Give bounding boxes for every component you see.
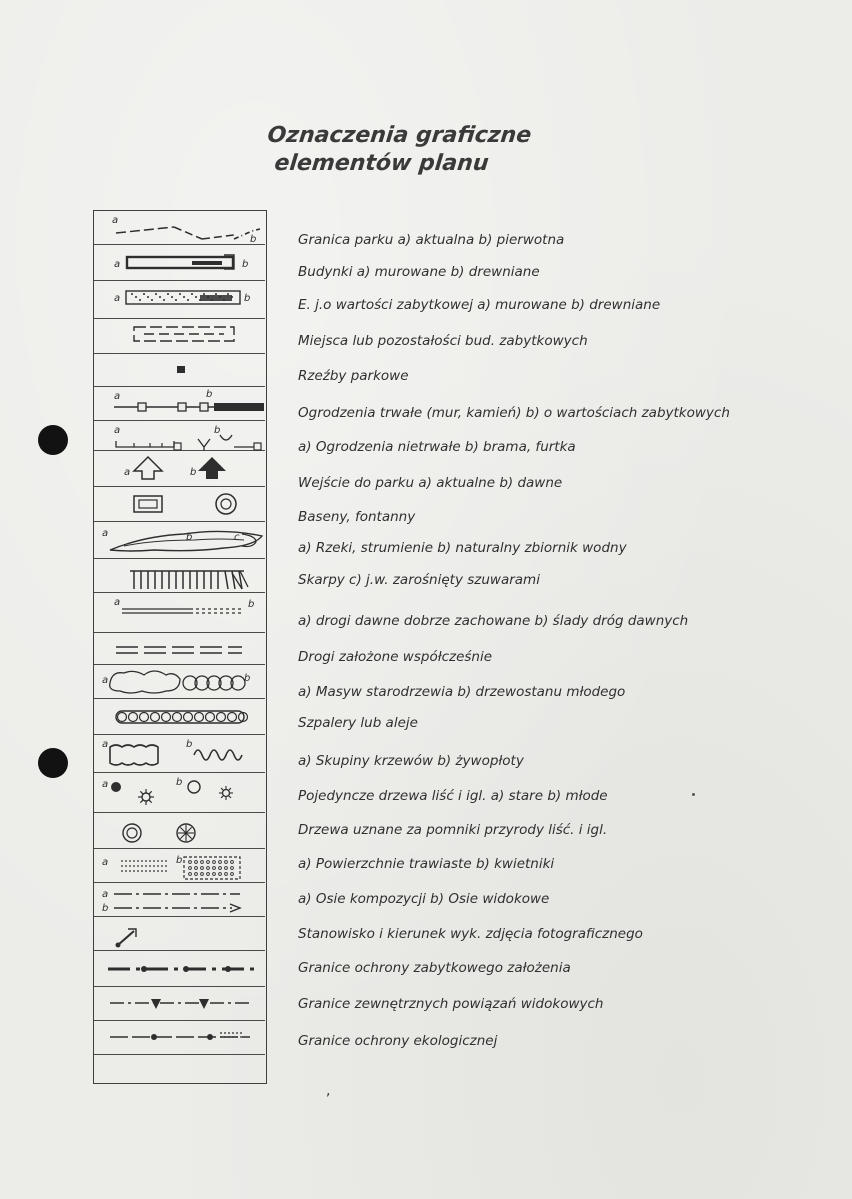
flower-bed-mark	[189, 867, 192, 870]
historic-buildings-symbol	[94, 281, 265, 319]
sculpture-symbol	[94, 354, 265, 387]
escarpment-symbol	[94, 559, 265, 593]
axes-symbol	[94, 883, 265, 917]
alley-tree	[217, 713, 226, 722]
old-conifer-tree	[142, 793, 150, 801]
view-link-marker	[199, 999, 209, 1009]
historic-building-dot	[131, 293, 133, 295]
old-roads-symbol	[94, 593, 265, 633]
label-b: b	[186, 532, 193, 543]
legend-row	[94, 522, 265, 559]
label-b: b	[176, 777, 183, 788]
label-a: a	[102, 779, 109, 790]
legend-description: Pojedyncze drzewa liść i igl. a) stare b) młode	[298, 788, 608, 804]
alley-tree	[162, 713, 171, 722]
alley-tree	[173, 713, 182, 722]
historic-building-dot	[147, 296, 149, 298]
pool-fountain-symbol	[94, 487, 265, 522]
legend-row	[94, 917, 265, 951]
photo-point	[116, 943, 121, 948]
grass-dot	[161, 870, 163, 872]
grass-dot	[141, 870, 143, 872]
historic-building-dot	[139, 299, 141, 301]
legend-row	[94, 633, 265, 665]
legend-description: Drzewa uznane za pomniki przyrody liść. i igl.	[298, 822, 608, 838]
grass-areas-symbol	[94, 849, 265, 883]
legend-description: Miejsca lub pozostałości bud. zabytkowych	[298, 333, 588, 349]
grass-dot	[149, 860, 151, 862]
legend-description: Granica parku a) aktualna b) pierwotna	[298, 232, 565, 248]
protection-node	[141, 966, 147, 972]
legend-row-empty	[94, 1055, 265, 1082]
entrance-symbol	[94, 451, 265, 487]
flower-bed-mark	[189, 873, 192, 876]
label-b: b	[248, 599, 255, 610]
hedge-line	[194, 750, 242, 760]
legend-row	[94, 387, 265, 421]
label-b: b	[244, 293, 251, 304]
legend-description: a) drogi dawne dobrze zachowane b) ślady dróg dawnych	[298, 613, 689, 629]
grass-dot	[145, 865, 147, 867]
fence-post	[254, 443, 261, 450]
protection-node	[183, 966, 189, 972]
legend-row	[94, 281, 265, 319]
flower-bed-mark	[195, 873, 198, 876]
fountain-inner	[221, 499, 231, 509]
fence-line-b	[214, 403, 264, 411]
grass-dot	[137, 860, 139, 862]
grass-dot	[153, 870, 155, 872]
grass-dot	[149, 870, 151, 872]
grass-dot	[121, 860, 123, 862]
flower-bed-mark	[207, 861, 210, 864]
label-b: b	[206, 389, 213, 400]
old-tree-mass	[110, 671, 180, 693]
legend-description: Budynki a) murowane b) drewniane	[298, 264, 540, 280]
legend-description: Ogrodzenia trwałe (mur, kamień) b) o wartościach zabytkowych	[298, 405, 730, 421]
grass-dot	[161, 860, 163, 862]
punch-hole-top	[38, 425, 68, 455]
monument-deciduous-inner	[127, 828, 137, 838]
label-b: b	[244, 673, 251, 684]
stray-mark	[692, 793, 695, 796]
historic-building-dot	[179, 293, 181, 295]
flower-bed-mark	[189, 861, 192, 864]
boundary-a-line	[116, 227, 174, 233]
legend-description: Granice ochrony zabytkowego założenia	[298, 960, 571, 976]
legend-row	[94, 987, 265, 1021]
label-a: a	[102, 889, 109, 900]
label-b: b	[176, 855, 183, 866]
historic-building-dot	[203, 293, 205, 295]
sculpture-mark	[177, 366, 185, 373]
flower-bed-mark	[219, 861, 222, 864]
fence-post	[138, 403, 146, 411]
modern-roads-symbol	[94, 633, 265, 665]
grass-dot	[129, 860, 131, 862]
flower-bed-mark	[225, 867, 228, 870]
flower-bed-mark	[219, 873, 222, 876]
monument-protection-symbol	[94, 951, 265, 987]
legend-description: Skarpy c) j.w. zarośnięty szuwarami	[298, 572, 540, 588]
historic-building-dot	[167, 293, 169, 295]
historic-building-dot	[215, 293, 217, 295]
label-b: b	[214, 425, 221, 436]
flower-bed-mark	[231, 861, 234, 864]
flower-bed-mark	[213, 867, 216, 870]
label-a: a	[114, 597, 121, 608]
label-a: a	[114, 293, 121, 304]
legend-row	[94, 559, 265, 593]
fountain-outer	[216, 494, 236, 514]
historic-building-wooden	[200, 295, 232, 301]
tree-mass-symbol	[94, 665, 265, 699]
flower-bed-mark	[195, 867, 198, 870]
entrance-old-arrow	[198, 457, 226, 479]
legend-description: Stanowisko i kierunek wyk. zdjęcia fotograficznego	[298, 926, 643, 942]
single-trees-symbol	[94, 773, 265, 813]
punch-hole-bottom	[38, 748, 68, 778]
title-line-2: elementów planu	[273, 151, 490, 176]
grass-dot	[125, 860, 127, 862]
alley-tree	[129, 713, 138, 722]
wicket-mark	[220, 435, 232, 440]
legend-description: Baseny, fontanny	[298, 509, 416, 525]
shrubs-symbol	[94, 735, 265, 773]
grass-dot	[157, 865, 159, 867]
alley-tree	[195, 713, 204, 722]
legend-description: a) Rzeki, strumienie b) naturalny zbiornik wodny	[298, 540, 627, 556]
grass-dot	[165, 870, 167, 872]
grass-dot	[141, 860, 143, 862]
grass-dot	[153, 860, 155, 862]
grass-dot	[157, 860, 159, 862]
flower-bed-mark	[231, 867, 234, 870]
view-link-marker	[151, 999, 161, 1009]
label-a: a	[114, 259, 121, 270]
grass-dot	[137, 870, 139, 872]
flower-bed-mark	[231, 873, 234, 876]
flower-bed-mark	[213, 873, 216, 876]
flower-bed-mark	[201, 873, 204, 876]
entrance-current-arrow	[134, 457, 162, 479]
legend-row	[94, 319, 265, 354]
grass-dot	[137, 865, 139, 867]
label-a: a	[102, 739, 109, 750]
rivers-symbol	[94, 522, 265, 559]
legend-description: a) Osie kompozycji b) Osie widokowe	[298, 891, 550, 907]
legend-row	[94, 773, 265, 813]
legend-row	[94, 813, 265, 849]
legend-row	[94, 699, 265, 735]
buildings-symbol	[94, 245, 265, 281]
historic-building-dot	[135, 296, 137, 298]
legend-description: a) Powierzchnie trawiaste b) kwietniki	[298, 856, 555, 872]
grass-dot	[153, 865, 155, 867]
legend-row	[94, 211, 265, 245]
monument-deciduous-outer	[123, 824, 141, 842]
label-b: b	[102, 903, 109, 914]
label-a: a	[112, 215, 119, 226]
pool-inner	[139, 500, 157, 508]
historic-building-dot	[171, 296, 173, 298]
legend-row	[94, 665, 265, 699]
legend-row	[94, 735, 265, 773]
historic-remains-symbol	[94, 319, 265, 354]
flower-bed-mark	[207, 867, 210, 870]
legend-description: E. j.o wartości zabytkowej a) murowane b) drewniane	[298, 297, 661, 313]
nature-monuments-symbol	[94, 813, 265, 849]
flower-bed-mark	[201, 861, 204, 864]
historic-building-dot	[191, 293, 193, 295]
legend-description: Granice ochrony ekologicznej	[298, 1033, 498, 1049]
label-a: a	[102, 528, 109, 539]
grass-dot	[149, 865, 151, 867]
view-links-symbol	[94, 987, 265, 1021]
grass-dot	[125, 870, 127, 872]
grass-dot	[129, 870, 131, 872]
legend-row	[94, 883, 265, 917]
historic-building-dot	[151, 299, 153, 301]
grass-dot	[165, 860, 167, 862]
legend-row	[94, 487, 265, 522]
title-line-1: Oznaczenia graficzne	[266, 123, 533, 148]
flower-bed-mark	[195, 861, 198, 864]
label-c: c	[234, 532, 240, 543]
label-b: b	[250, 234, 257, 245]
grass-dot	[121, 865, 123, 867]
legend-symbol-column	[93, 210, 267, 1084]
young-deciduous-tree	[188, 781, 200, 793]
label-b: b	[242, 259, 249, 270]
flower-bed-mark	[225, 861, 228, 864]
historic-building-dot	[143, 293, 145, 295]
shrub-group	[110, 745, 158, 765]
eco-protection-symbol	[94, 1021, 265, 1055]
legend-row	[94, 951, 265, 987]
historic-building-dot	[175, 299, 177, 301]
historic-building-dot	[187, 299, 189, 301]
legend-description: a) Masyw starodrzewia b) drzewostanu młodego	[298, 684, 626, 700]
tree-rows-symbol	[94, 699, 265, 735]
alley-tree	[151, 713, 160, 722]
fence-light	[116, 441, 174, 447]
fence-post	[174, 443, 181, 450]
legend-description: Granice zewnętrznych powiązań widokowych	[298, 996, 604, 1012]
non-durable-fence-symbol	[94, 421, 265, 451]
park-boundary-symbol	[94, 211, 265, 245]
alley-tree	[118, 713, 127, 722]
footer-mark: ,	[326, 1083, 331, 1099]
legend-description: a) Ogrodzenia nietrwałe b) brama, furtka	[298, 439, 576, 455]
grass-dot	[133, 870, 135, 872]
building-masonry-fill	[192, 261, 222, 265]
escarpment-hatch	[225, 571, 228, 589]
label-a: a	[114, 425, 121, 436]
alley-tree	[228, 713, 237, 722]
flower-bed-mark	[201, 867, 204, 870]
historic-building-dot	[227, 293, 229, 295]
alley-tree	[184, 713, 193, 722]
photo-point-symbol	[94, 917, 265, 951]
eco-boundary-node	[151, 1034, 157, 1040]
label-a: a	[124, 467, 131, 478]
label-a: a	[114, 391, 121, 402]
legend-description: Drogi założone współcześnie	[298, 649, 493, 665]
label-b: b	[186, 739, 193, 750]
historic-building-dot	[163, 299, 165, 301]
pool-outer	[134, 496, 162, 512]
label-a: a	[102, 857, 109, 868]
historic-building-dot	[183, 296, 185, 298]
historic-building-dot	[195, 296, 197, 298]
legend-description: Wejście do parku a) aktualne b) dawne	[298, 475, 563, 491]
label-a: a	[102, 675, 109, 686]
legend-row	[94, 849, 265, 883]
alley-tree	[206, 713, 215, 722]
grass-dot	[129, 865, 131, 867]
grass-dot	[133, 860, 135, 862]
protection-node	[225, 966, 231, 972]
old-deciduous-tree	[111, 782, 121, 792]
grass-dot	[161, 865, 163, 867]
fence-post	[178, 403, 186, 411]
eco-boundary-node	[207, 1034, 213, 1040]
legend-description: Szpalery lub aleje	[298, 715, 418, 731]
grass-dot	[141, 865, 143, 867]
flower-bed-mark	[225, 873, 228, 876]
historic-building-dot	[159, 296, 161, 298]
grass-dot	[133, 865, 135, 867]
flower-bed-mark	[213, 861, 216, 864]
grass-dot	[145, 870, 147, 872]
grass-dot	[157, 870, 159, 872]
legend-row	[94, 421, 265, 451]
legend-row	[94, 593, 265, 633]
grass-dot	[165, 865, 167, 867]
legend-row	[94, 1021, 265, 1055]
gate-mark	[198, 439, 210, 451]
label-b: b	[190, 467, 197, 478]
fence-post	[200, 403, 208, 411]
alley-tree	[140, 713, 149, 722]
legend-description: a) Skupiny krzewów b) żywopłoty	[298, 753, 524, 769]
grass-dot	[145, 860, 147, 862]
legend-row	[94, 245, 265, 281]
grass-dot	[125, 865, 127, 867]
grass-dot	[121, 870, 123, 872]
legend-row	[94, 354, 265, 387]
photo-direction-line	[118, 931, 134, 945]
legend-row	[94, 451, 265, 487]
historic-building-dot	[155, 293, 157, 295]
page-title	[263, 122, 589, 178]
young-conifer-tree	[223, 790, 230, 797]
flower-bed-mark	[219, 867, 222, 870]
flower-bed-mark	[207, 873, 210, 876]
durable-fence-symbol	[94, 387, 265, 421]
legend-description: Rzeźby parkowe	[298, 368, 409, 384]
